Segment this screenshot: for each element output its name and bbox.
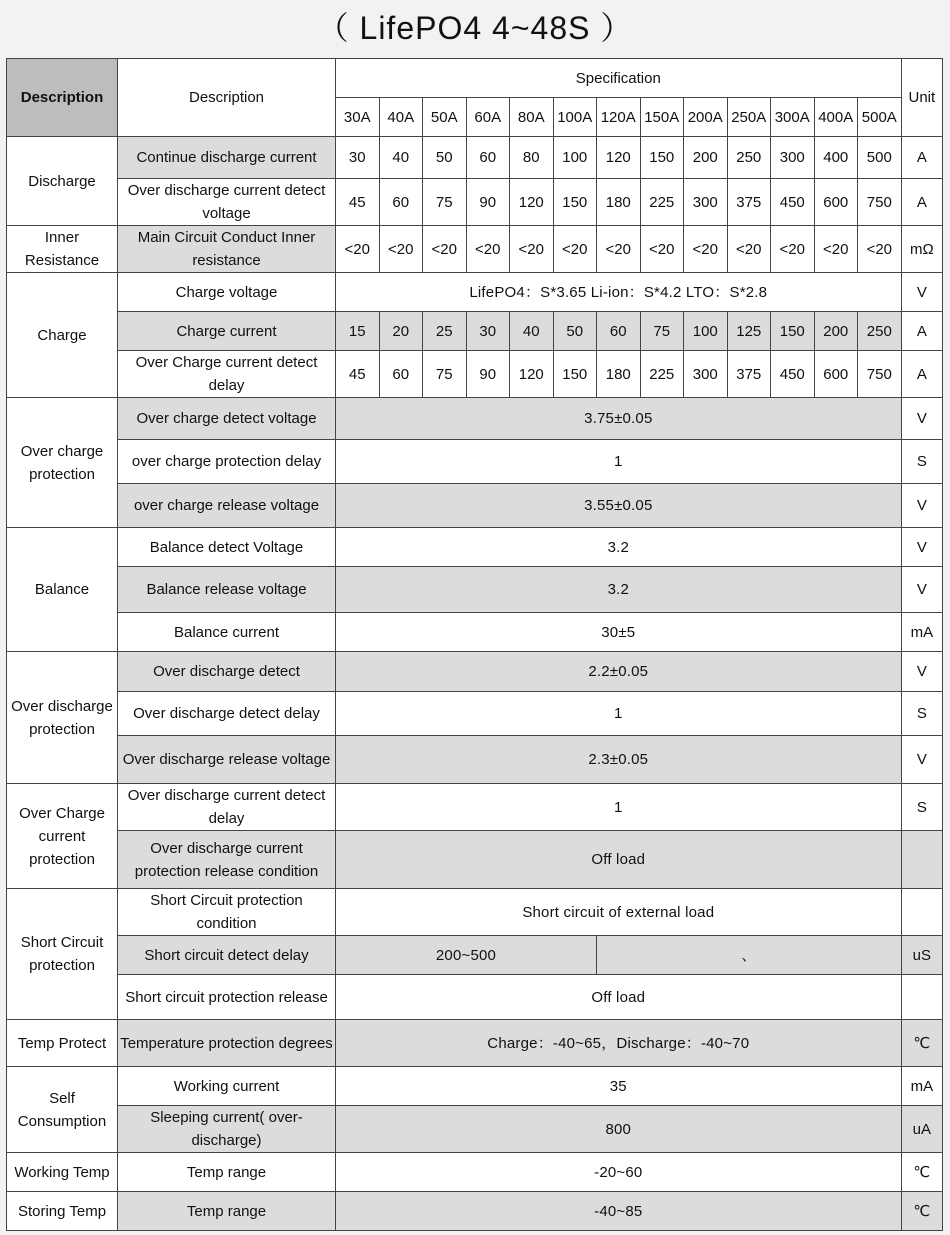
temp-protect-value: Charge：-40~65，Discharge：-40~70	[336, 1020, 902, 1067]
storing-temp-unit: ℃	[901, 1192, 943, 1231]
category-charge: Charge	[7, 273, 118, 398]
discharge-over-label: Over discharge current detect voltage	[118, 179, 336, 226]
discharge-continue-value: 250	[727, 137, 771, 179]
scp-condition-unit	[901, 889, 943, 936]
header-current-cell: 400A	[814, 98, 858, 137]
charge-current-value: 200	[814, 312, 858, 351]
header-current-cell: 30A	[336, 98, 380, 137]
charge-over-value: 600	[814, 351, 858, 398]
discharge-continue-value: 500	[858, 137, 902, 179]
charge-over-value: 45	[336, 351, 380, 398]
charge-current-row	[7, 312, 943, 351]
scp-release-label: Short circuit protection release	[118, 975, 336, 1020]
ocp-label-1: Over charge detect voltage	[118, 398, 336, 440]
charge-current-value: 60	[597, 312, 641, 351]
charge-over-value: 225	[640, 351, 684, 398]
odp-row-3	[7, 736, 943, 784]
odp-label-3: Over discharge release voltage	[118, 736, 336, 784]
discharge-over-value: 45	[336, 179, 380, 226]
discharge-over-value: 90	[466, 179, 510, 226]
inner-resistance-value: <20	[423, 226, 467, 273]
header-description-2: Description	[118, 59, 336, 137]
charge-current-unit: A	[901, 312, 943, 351]
temp-protect-row	[7, 1020, 943, 1067]
balance-label-1: Balance detect Voltage	[118, 528, 336, 567]
working-temp-value: -20~60	[336, 1153, 902, 1192]
header-row	[7, 59, 943, 98]
header-current-cell: 120A	[597, 98, 641, 137]
spec-table	[6, 58, 943, 1231]
inner-resistance-label: Main Circuit Conduct Inner resistance	[118, 226, 336, 273]
charge-over-unit: A	[901, 351, 943, 398]
charge-over-label: Over Charge current detect delay	[118, 351, 336, 398]
discharge-over-value: 120	[510, 179, 554, 226]
charge-current-value: 150	[771, 312, 815, 351]
inner-resistance-value: <20	[858, 226, 902, 273]
charge-current-value: 250	[858, 312, 902, 351]
odp-unit-2: S	[901, 692, 943, 736]
charge-voltage-value: LifePO4：S*3.65 Li-ion：S*4.2 LTO：S*2.8	[336, 273, 902, 312]
discharge-over-value: 60	[379, 179, 423, 226]
balance-label-2: Balance release voltage	[118, 567, 336, 613]
scp-row-1	[7, 889, 943, 936]
scp-row-2	[7, 936, 943, 975]
charge-current-value: 100	[684, 312, 728, 351]
charge-over-value: 450	[771, 351, 815, 398]
occp-value-2: Off load	[336, 831, 902, 889]
balance-row-1	[7, 528, 943, 567]
self-consumption-unit-1: mA	[901, 1067, 943, 1106]
charge-current-value: 40	[510, 312, 554, 351]
balance-label-3: Balance current	[118, 613, 336, 652]
scp-delay-value: 200~500	[336, 936, 597, 975]
charge-over-value: 90	[466, 351, 510, 398]
category-discharge: Discharge	[7, 137, 118, 226]
discharge-continue-value: 60	[466, 137, 510, 179]
occp-value-1: 1	[336, 784, 902, 831]
ocp-value-1: 3.75±0.05	[336, 398, 902, 440]
charge-over-value: 150	[553, 351, 597, 398]
self-consumption-label-2: Sleeping current( over-discharge)	[118, 1106, 336, 1153]
discharge-over-value: 180	[597, 179, 641, 226]
ocp-label-2: over charge protection delay	[118, 440, 336, 484]
header-unit: Unit	[901, 59, 943, 137]
inner-resistance-value: <20	[379, 226, 423, 273]
ocp-label-3: over charge release voltage	[118, 484, 336, 528]
discharge-over-unit: A	[901, 179, 943, 226]
balance-unit-2: V	[901, 567, 943, 613]
discharge-continue-row	[7, 137, 943, 179]
header-current-cell: 40A	[379, 98, 423, 137]
inner-resistance-value: <20	[466, 226, 510, 273]
inner-resistance-value: <20	[771, 226, 815, 273]
category-storing-temp: Storing Temp	[7, 1192, 118, 1231]
odp-value-3: 2.3±0.05	[336, 736, 902, 784]
balance-row-3	[7, 613, 943, 652]
ocp-unit-1: V	[901, 398, 943, 440]
inner-resistance-value: <20	[597, 226, 641, 273]
charge-current-value: 50	[553, 312, 597, 351]
charge-over-value: 60	[379, 351, 423, 398]
discharge-over-row	[7, 179, 943, 226]
self-consumption-row-1	[7, 1067, 943, 1106]
scp-condition-value: Short circuit of external load	[336, 889, 902, 936]
discharge-over-value: 600	[814, 179, 858, 226]
odp-value-1: 2.2±0.05	[336, 652, 902, 692]
occp-unit-1: S	[901, 784, 943, 831]
header-current-cell: 500A	[858, 98, 902, 137]
header-current-cell: 200A	[684, 98, 728, 137]
ocp-unit-3: V	[901, 484, 943, 528]
charge-current-value: 125	[727, 312, 771, 351]
odp-label-2: Over discharge detect delay	[118, 692, 336, 736]
balance-value-3: 30±5	[336, 613, 902, 652]
charge-current-value: 15	[336, 312, 380, 351]
charge-over-value: 120	[510, 351, 554, 398]
discharge-over-value: 150	[553, 179, 597, 226]
working-temp-label: Temp range	[118, 1153, 336, 1192]
balance-row-2	[7, 567, 943, 613]
discharge-continue-value: 80	[510, 137, 554, 179]
odp-unit-1: V	[901, 652, 943, 692]
discharge-over-value: 75	[423, 179, 467, 226]
inner-resistance-value: <20	[727, 226, 771, 273]
discharge-continue-unit: A	[901, 137, 943, 179]
balance-value-1: 3.2	[336, 528, 902, 567]
inner-resistance-value: <20	[510, 226, 554, 273]
temp-protect-label: Temperature protection degrees	[118, 1020, 336, 1067]
charge-current-value: 30	[466, 312, 510, 351]
ocp-unit-2: S	[901, 440, 943, 484]
balance-unit-1: V	[901, 528, 943, 567]
ocp-row-1	[7, 398, 943, 440]
self-consumption-unit-2: uA	[901, 1106, 943, 1153]
discharge-continue-value: 100	[553, 137, 597, 179]
ocp-row-2	[7, 440, 943, 484]
inner-resistance-row	[7, 226, 943, 273]
odp-row-2	[7, 692, 943, 736]
charge-over-value: 180	[597, 351, 641, 398]
discharge-over-value: 375	[727, 179, 771, 226]
scp-release-value: Off load	[336, 975, 902, 1020]
discharge-continue-label: Continue discharge current	[118, 137, 336, 179]
balance-value-2: 3.2	[336, 567, 902, 613]
scp-condition-label: Short Circuit protection condition	[118, 889, 336, 936]
charge-over-value: 300	[684, 351, 728, 398]
discharge-over-value: 300	[684, 179, 728, 226]
header-current-cell: 60A	[466, 98, 510, 137]
discharge-continue-value: 200	[684, 137, 728, 179]
working-temp-row	[7, 1153, 943, 1192]
discharge-over-value: 225	[640, 179, 684, 226]
inner-resistance-unit: mΩ	[901, 226, 943, 273]
discharge-continue-value: 30	[336, 137, 380, 179]
charge-over-value: 750	[858, 351, 902, 398]
self-consumption-row-2	[7, 1106, 943, 1153]
inner-resistance-value: <20	[814, 226, 858, 273]
occp-unit-2	[901, 831, 943, 889]
charge-voltage-unit: V	[901, 273, 943, 312]
ocp-row-3	[7, 484, 943, 528]
occp-row-1	[7, 784, 943, 831]
page-title: （ LifePO4 4~48S ）	[316, 10, 634, 46]
discharge-continue-value: 40	[379, 137, 423, 179]
scp-delay-value-2: 、	[597, 936, 902, 975]
charge-over-row	[7, 351, 943, 398]
occp-label-2: Over discharge current protection release condition	[118, 831, 336, 889]
storing-temp-label: Temp range	[118, 1192, 336, 1231]
header-current-cell: 300A	[771, 98, 815, 137]
discharge-continue-value: 300	[771, 137, 815, 179]
category-temp-protect: Temp Protect	[7, 1020, 118, 1067]
ocp-value-2: 1	[336, 440, 902, 484]
category-balance: Balance	[7, 528, 118, 652]
category-over-charge-protection: Over charge protection	[7, 398, 118, 528]
discharge-continue-value: 120	[597, 137, 641, 179]
charge-current-value: 20	[379, 312, 423, 351]
category-over-discharge-protection: Over discharge protection	[7, 652, 118, 784]
header-current-cell: 50A	[423, 98, 467, 137]
charge-over-value: 75	[423, 351, 467, 398]
charge-current-value: 25	[423, 312, 467, 351]
header-specification: Specification	[336, 59, 902, 98]
header-current-cell: 80A	[510, 98, 554, 137]
charge-voltage-row	[7, 273, 943, 312]
temp-protect-unit: ℃	[901, 1020, 943, 1067]
discharge-over-value: 450	[771, 179, 815, 226]
inner-resistance-value: <20	[640, 226, 684, 273]
charge-current-value: 75	[640, 312, 684, 351]
ocp-value-3: 3.55±0.05	[336, 484, 902, 528]
balance-unit-3: mA	[901, 613, 943, 652]
charge-voltage-label: Charge voltage	[118, 273, 336, 312]
header-current-cell: 150A	[640, 98, 684, 137]
charge-current-label: Charge current	[118, 312, 336, 351]
scp-release-unit	[901, 975, 943, 1020]
odp-label-1: Over discharge detect	[118, 652, 336, 692]
scp-delay-unit: uS	[901, 936, 943, 975]
odp-row-1	[7, 652, 943, 692]
storing-temp-value: -40~85	[336, 1192, 902, 1231]
working-temp-unit: ℃	[901, 1153, 943, 1192]
inner-resistance-value: <20	[553, 226, 597, 273]
inner-resistance-value: <20	[684, 226, 728, 273]
scp-delay-label: Short circuit detect delay	[118, 936, 336, 975]
category-working-temp: Working Temp	[7, 1153, 118, 1192]
self-consumption-value-1: 35	[336, 1067, 902, 1106]
category-short-circuit-protection: Short Circuit protection	[7, 889, 118, 1020]
storing-temp-row	[7, 1192, 943, 1231]
occp-row-2	[7, 831, 943, 889]
header-current-cell: 100A	[553, 98, 597, 137]
self-consumption-value-2: 800	[336, 1106, 902, 1153]
inner-resistance-value: <20	[336, 226, 380, 273]
self-consumption-label-1: Working current	[118, 1067, 336, 1106]
header-current-cell: 250A	[727, 98, 771, 137]
category-self-consumption: Self Consumption	[7, 1067, 118, 1153]
charge-over-value: 375	[727, 351, 771, 398]
discharge-continue-value: 400	[814, 137, 858, 179]
odp-value-2: 1	[336, 692, 902, 736]
discharge-continue-value: 150	[640, 137, 684, 179]
category-over-charge-current-protection: Over Charge current protection	[7, 784, 118, 889]
category-inner-resistance: Inner Resistance	[7, 226, 118, 273]
odp-unit-3: V	[901, 736, 943, 784]
scp-row-3	[7, 975, 943, 1020]
discharge-continue-value: 50	[423, 137, 467, 179]
discharge-over-value: 750	[858, 179, 902, 226]
header-description-1: Description	[7, 59, 118, 137]
occp-label-1: Over discharge current detect delay	[118, 784, 336, 831]
